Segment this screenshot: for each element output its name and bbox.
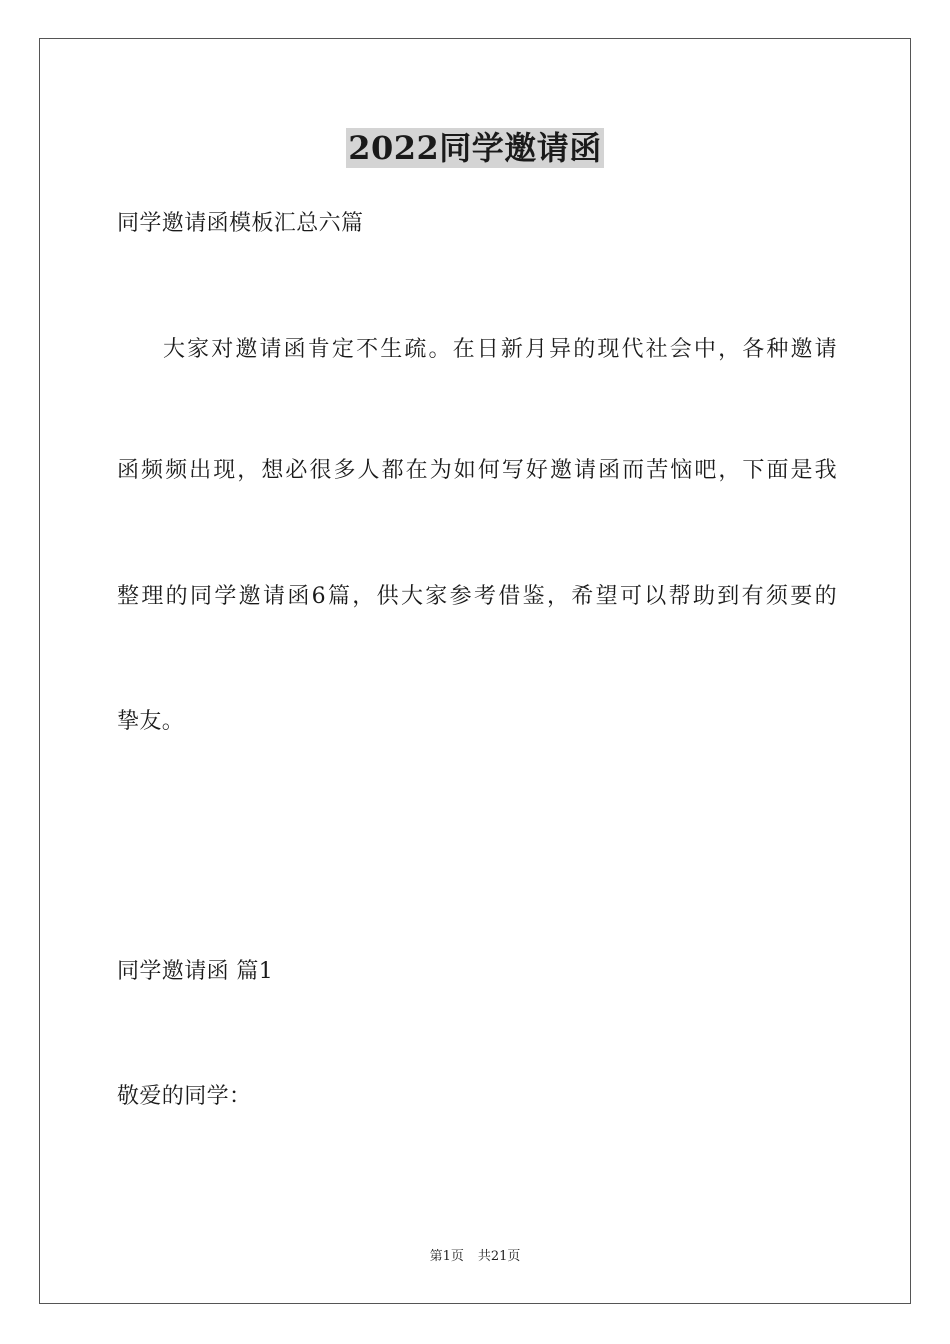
page-footer bbox=[0, 1248, 950, 1266]
intro-line-2: 函频频出现，想必很多人都在为如何写好邀请函而苦恼吧，下面是我 bbox=[117, 458, 837, 483]
document-subtitle: 同学邀请函模板汇总六篇 bbox=[117, 211, 364, 236]
page-number-current: 第1页 bbox=[429, 1249, 464, 1264]
intro-line-4: 挚友。 bbox=[117, 709, 185, 734]
intro-line-3: 整理的同学邀请函6篇，供大家参考借鉴，希望可以帮助到有须要的 bbox=[117, 584, 837, 609]
document-title: 2022同学邀请函 bbox=[348, 129, 602, 167]
page-number-total: 共21页 bbox=[477, 1249, 521, 1264]
salutation: 敬爱的同学： bbox=[117, 1084, 252, 1109]
title-container bbox=[0, 128, 950, 168]
intro-line-1: 大家对邀请函肯定不生疏。在日新月异的现代社会中，各种邀请 bbox=[163, 337, 837, 362]
section-heading: 同学邀请函 篇1 bbox=[117, 959, 274, 984]
